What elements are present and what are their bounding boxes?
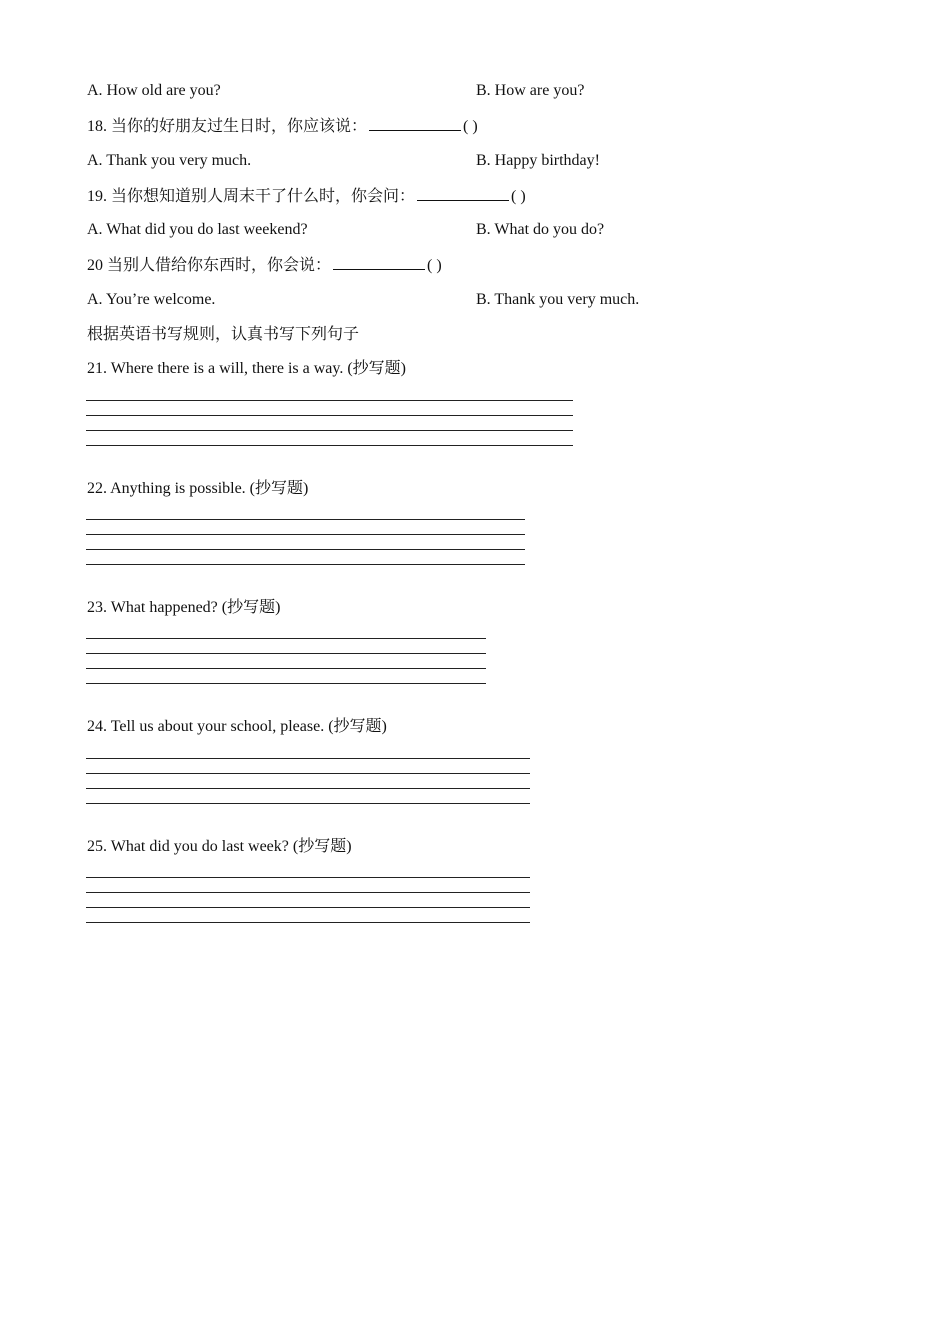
q20-question bbox=[87, 255, 442, 276]
copy-item-21-writing-area[interactable] bbox=[86, 400, 573, 460]
q18-option-a: A. Thank you very much. bbox=[87, 152, 252, 169]
q20-prompt: 20 当别人借给你东西时，你会说： bbox=[87, 257, 332, 274]
writing-rule bbox=[86, 415, 573, 416]
writing-rule bbox=[86, 788, 530, 789]
writing-rule bbox=[86, 400, 573, 401]
writing-rule bbox=[86, 549, 525, 550]
writing-rule bbox=[86, 683, 486, 684]
copy-item-24-prompt: 24. Tell us about your school, please. (抄写题) bbox=[87, 718, 387, 735]
writing-rule bbox=[86, 445, 573, 446]
q18-prompt: 18. 当你的好朋友过生日时，你应该说： bbox=[87, 118, 368, 135]
copy-item-24-writing-area[interactable] bbox=[86, 758, 530, 818]
section-instruction: 根据英语书写规则，认真书写下列句子 bbox=[87, 326, 360, 343]
q20-answer-blank[interactable] bbox=[333, 255, 425, 270]
q19-prompt: 19. 当你想知道别人周末干了什么时，你会问： bbox=[87, 188, 416, 205]
q17-option-b: B. How are you? bbox=[476, 82, 585, 99]
copy-item-23-writing-area[interactable] bbox=[86, 638, 486, 698]
q18-option-b: B. Happy birthday! bbox=[476, 152, 600, 169]
writing-rule bbox=[86, 638, 486, 639]
writing-rule bbox=[86, 877, 530, 878]
q19-question bbox=[87, 186, 526, 207]
writing-rule bbox=[86, 653, 486, 654]
copy-item-22-prompt: 22. Anything is possible. (抄写题) bbox=[87, 480, 309, 497]
q18-answer-paren[interactable]: ( ) bbox=[463, 118, 478, 135]
writing-rule bbox=[86, 803, 530, 804]
writing-rule bbox=[86, 907, 530, 908]
q18-answer-blank[interactable] bbox=[369, 116, 461, 131]
q19-answer-blank[interactable] bbox=[417, 186, 509, 201]
copy-item-22-writing-area[interactable] bbox=[86, 519, 525, 579]
q19-option-b: B. What do you do? bbox=[476, 221, 605, 238]
q20-option-b: B. Thank you very much. bbox=[476, 291, 640, 308]
writing-rule bbox=[86, 758, 530, 759]
q18-question bbox=[87, 116, 478, 137]
q17-option-a: A. How old are you? bbox=[87, 82, 221, 99]
writing-rule bbox=[86, 773, 530, 774]
writing-rule bbox=[86, 534, 525, 535]
copy-item-21-prompt: 21. Where there is a will, there is a way. (抄写题) bbox=[87, 360, 407, 377]
q20-option-a: A. You’re welcome. bbox=[87, 291, 216, 308]
copy-item-23-prompt: 23. What happened? (抄写题) bbox=[87, 599, 281, 616]
q20-answer-paren[interactable]: ( ) bbox=[427, 257, 442, 274]
writing-rule bbox=[86, 430, 573, 431]
writing-rule bbox=[86, 892, 530, 893]
writing-rule bbox=[86, 922, 530, 923]
q19-option-a: A. What did you do last weekend? bbox=[87, 221, 308, 238]
copy-item-25-prompt: 25. What did you do last week? (抄写题) bbox=[87, 838, 352, 855]
copy-item-25-writing-area[interactable] bbox=[86, 877, 530, 937]
writing-rule bbox=[86, 564, 525, 565]
writing-rule bbox=[86, 519, 525, 520]
writing-rule bbox=[86, 668, 486, 669]
q19-answer-paren[interactable]: ( ) bbox=[511, 188, 526, 205]
